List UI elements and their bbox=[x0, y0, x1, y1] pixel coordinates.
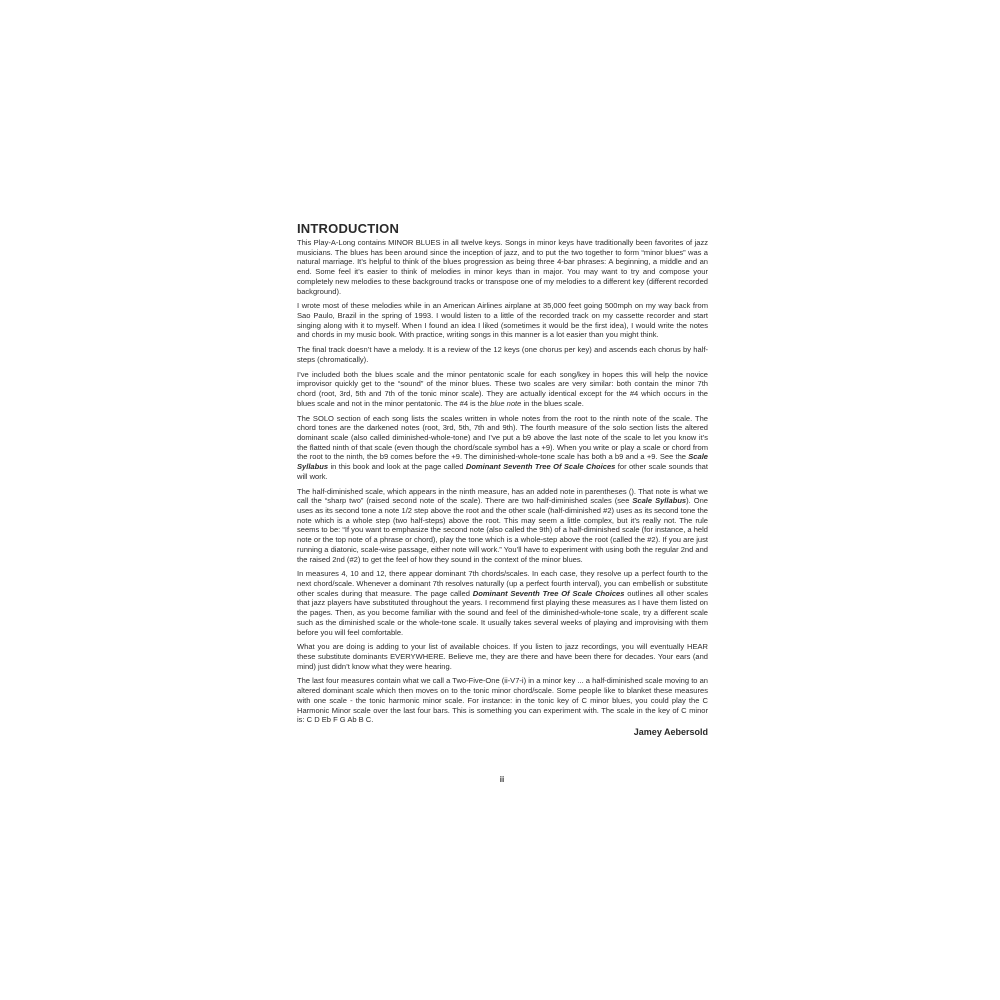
paragraph-text: in the blues scale. bbox=[521, 398, 584, 408]
paragraph-8 bbox=[297, 642, 708, 671]
author-signature: Jamey Aebersold bbox=[633, 727, 708, 738]
paragraph-text: This Play-A-Long contains MINOR BLUES in all twelve keys. Songs in minor keys have traditionally been favorites of jazz musicians. The blues has been around since the inception of jazz, and to put the two together to form “minor blues” was a natural marriage. It’s helpful to think of the blues progression as being three 4-bar phrases: A beginning, a middle and an end. Some feel it’s easier to think of melodies in minor keys than in major. You may want to try and compose your completely new melodies to these background tracks or transpose one of my melodies to a different key (different recorded background). bbox=[297, 238, 708, 296]
paragraph-text: in this book and look at the page called bbox=[328, 462, 466, 472]
paragraph-text: What you are doing is adding to your list of available choices. If you listen to jazz recordings, you will eventually HEAR these substitute dominants EVERYWHERE. Believe me, they are there and have been there for decades. Your ears (and mind) just didn’t know what they were hearing. bbox=[297, 642, 708, 671]
paragraph-2 bbox=[297, 301, 708, 340]
paragraph-7 bbox=[297, 569, 708, 637]
paragraph-4 bbox=[297, 370, 708, 409]
reference-scale-syllabus: Scale Syllabus bbox=[297, 452, 708, 472]
paragraph-5 bbox=[297, 414, 708, 482]
paragraph-text: for other scale sounds that will work. bbox=[297, 462, 708, 481]
reference-dominant-seventh-tree: Dominant Seventh Tree Of Scale Choices bbox=[472, 588, 625, 598]
paragraph-text: I’ve included both the blues scale and the minor pentatonic scale for each song/key in hopes this will help the novice improvisor quickly get to the “sound” of the minor blues. These two scales are very similar: both contain the minor 7th chord (root, 3rd, 5th and 7th of the tonic minor scale). They are actually identical except for the #4 which occurs in the blues scale and not in the minor pentatonic. The #4 is the bbox=[297, 369, 708, 408]
paragraph-text: The half-diminished scale, which appears in the ninth measure, has an added note in parentheses (). That note is what we call the “sharp two” (raised second note of the scale). There are two half-diminished scales (see bbox=[297, 486, 708, 506]
paragraph-text: I wrote most of these melodies while in an American Airlines airplane at 35,000 feet going 500mph on my way back from Sao Paulo, Brazil in the spring of 1993. I would listen to a little of the recorded track on my cassette recorder and start singing along with it to myself. When I found an idea I liked (sometimes it would be the first idea), I would write the notes and chords in my music book. With practice, writing songs in this manner is a lot easier than you might think. bbox=[297, 301, 708, 340]
reference-scale-syllabus: Scale Syllabus bbox=[632, 496, 687, 506]
paragraph-text: The SOLO section of each song lists the scales written in whole notes from the root to the ninth note of the scale. The chord tones are the darkened notes (root, 3rd, 5th, 7th and 9th). The fourth measure of the solo section lists the altered dominant scale (also called diminished-whole-tone) and I’ve put a b9 above the last note of the scale to let you know it’s the flatted ninth of that scale (even though the chord/scale symbol has a +9). When you write or play a scale or chord from the root to the ninth, the b9 comes before the +9. The diminished-whole-tone scale has both a b9 and a +9. See the bbox=[297, 413, 708, 462]
paragraph-6 bbox=[297, 487, 708, 565]
reference-dominant-seventh-tree: Dominant Seventh Tree Of Scale Choices bbox=[465, 462, 616, 472]
paragraph-text: outlines all other scales that jazz players have substituted throughout the years. I recommend first playing these measures as I have them listed on the pages. Then, as you become familiar with the sound and feel of the diminished-whole-tone scale, try a different scale such as the diminished scale or the whole-tone scale. It usually takes several weeks of playing and improvising with them before you will feel comfortable. bbox=[297, 588, 708, 637]
page-title: INTRODUCTION bbox=[297, 221, 400, 236]
paragraph-text: In measures 4, 10 and 12, there appear dominant 7th chords/scales. In each case, they resolve up a perfect fourth to the next chord/scale. Whenever a dominant 7th resolves naturally (up a perfect fourth interval), you can embellish or substitute other scales during that measure. The page called bbox=[297, 569, 708, 598]
paragraph-text: The final track doesn’t have a melody. It is a review of the 12 keys (one chorus per key) and ascends each chorus by half-steps (chromatically). bbox=[297, 345, 708, 364]
italic-term: blue note bbox=[490, 398, 522, 408]
document-body bbox=[297, 221, 708, 738]
paragraph-9 bbox=[297, 676, 708, 725]
paragraph-1 bbox=[297, 238, 708, 296]
page-number: ii bbox=[499, 775, 505, 784]
paragraph-text: ). One uses as its second tone a note 1/2 step above the root and the other scale (half-diminished #2) uses as its second tone the note which is a whole step (two half-steps) above the root. This may seem a little complex, but it’s really not. The rule seems to be: “If you want to emphasize the second note (also called the 9th) of a half-diminished scale (for instance, a held note or the top note of a phrase or chord), play the tone which is a whole-step above the root (called the #2). If you are just running a diatonic, scale-wise passage, either note will work.” You’ll have to experiment with using both the regular 2nd and the raised 2nd (#2) to get the feel of how they sound in the context of the minor blues. bbox=[297, 496, 708, 564]
paragraph-3 bbox=[297, 345, 708, 364]
paragraph-text: The last four measures contain what we call a Two-Five-One (ii-V7-i) in a minor key ... a half-diminished scale moving to an altered dominant scale which then moves on to the tonic minor chord/scale. Some people like to blanket these measures with one scale - the tonic harmonic minor scale. For instance: in the tonic key of C minor blues, you could play the C Harmonic Minor scale over the last four bars. This is something you can experiment with. The scale in the key of C minor is: C D Eb F G Ab B C. bbox=[297, 676, 708, 725]
